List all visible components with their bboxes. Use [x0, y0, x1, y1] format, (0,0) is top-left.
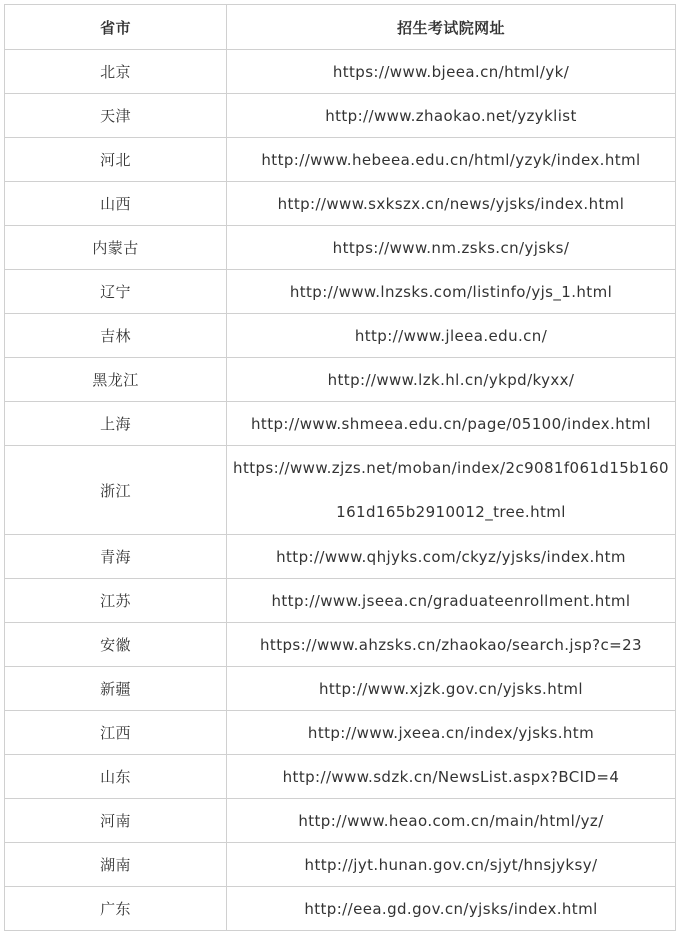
- province-cell: 北京: [5, 50, 227, 94]
- header-province: 省市: [5, 5, 227, 50]
- url-cell: [227, 711, 676, 755]
- exam-site-link[interactable]: https://www.ahzsks.cn/zhaokao/search.jsp?c=23: [260, 635, 642, 654]
- table-row: [5, 843, 676, 887]
- exam-site-link[interactable]: http://www.jxeea.cn/index/yjsks.htm: [307, 723, 595, 742]
- exam-site-link[interactable]: http://jyt.hunan.gov.cn/sjyt/hnsjyksy/: [304, 855, 598, 874]
- exam-site-link[interactable]: http://www.lzk.hl.cn/ykpd/kyxx/: [327, 370, 575, 389]
- table-row: [5, 358, 676, 402]
- province-cell: 内蒙古: [5, 226, 227, 270]
- url-cell: [227, 270, 676, 314]
- province-cell: 黑龙江: [5, 358, 227, 402]
- url-cell: [227, 799, 676, 843]
- province-cell: 江苏: [5, 579, 227, 623]
- table-row: [5, 623, 676, 667]
- table-row: [5, 579, 676, 623]
- exam-site-link[interactable]: http://www.sdzk.cn/NewsList.aspx?BCID=4: [282, 767, 620, 786]
- province-cell: 安徽: [5, 623, 227, 667]
- table-row: [5, 226, 676, 270]
- exam-site-link[interactable]: https://www.bjeea.cn/html/yk/: [332, 62, 570, 81]
- table-row: [5, 711, 676, 755]
- exam-site-link[interactable]: http://www.hebeea.edu.cn/html/yzyk/index.html: [261, 150, 641, 169]
- province-cell: 辽宁: [5, 270, 227, 314]
- table-row: [5, 667, 676, 711]
- url-cell: [227, 182, 676, 226]
- province-cell: 天津: [5, 94, 227, 138]
- exam-site-link[interactable]: http://www.heao.com.cn/main/html/yz/: [298, 811, 604, 830]
- table-row: [5, 799, 676, 843]
- table-row: [5, 887, 676, 931]
- exam-site-table: [4, 4, 676, 931]
- url-cell: [227, 579, 676, 623]
- exam-site-link[interactable]: http://eea.gd.gov.cn/yjsks/index.html: [304, 899, 598, 918]
- table-row: [5, 94, 676, 138]
- url-cell: [227, 843, 676, 887]
- province-cell: 上海: [5, 402, 227, 446]
- table-header-row: [5, 5, 676, 50]
- url-cell: [227, 50, 676, 94]
- header-url: 招生考试院网址: [227, 5, 676, 50]
- province-cell: 湖南: [5, 843, 227, 887]
- exam-site-link[interactable]: http://www.qhjyks.com/ckyz/yjsks/index.htm: [276, 547, 626, 566]
- province-cell: 青海: [5, 535, 227, 579]
- province-cell: 吉林: [5, 314, 227, 358]
- province-cell: 河南: [5, 799, 227, 843]
- url-cell: [227, 138, 676, 182]
- exam-site-link[interactable]: http://www.xjzk.gov.cn/yjsks.html: [318, 679, 583, 698]
- url-cell: [227, 887, 676, 931]
- table-row: [5, 755, 676, 799]
- url-cell: [227, 623, 676, 667]
- url-cell: [227, 226, 676, 270]
- exam-site-link[interactable]: http://www.sxkszx.cn/news/yjsks/index.html: [277, 194, 625, 213]
- table-row: [5, 402, 676, 446]
- url-cell: [227, 314, 676, 358]
- exam-site-link[interactable]: http://www.jseea.cn/graduateenrollment.html: [271, 591, 631, 610]
- table-row: [5, 50, 676, 94]
- table-row: [5, 314, 676, 358]
- url-cell: [227, 667, 676, 711]
- province-cell: 河北: [5, 138, 227, 182]
- exam-site-link[interactable]: http://www.lnzsks.com/listinfo/yjs_1.html: [289, 282, 613, 301]
- exam-site-link[interactable]: https://www.nm.zsks.cn/yjsks/: [332, 238, 570, 257]
- province-cell: 山东: [5, 755, 227, 799]
- url-cell: [227, 446, 676, 535]
- exam-site-link[interactable]: http://www.zhaokao.net/yzyklist: [325, 106, 577, 125]
- url-cell: [227, 94, 676, 138]
- table-row: [5, 535, 676, 579]
- province-cell: 广东: [5, 887, 227, 931]
- province-cell: 江西: [5, 711, 227, 755]
- url-cell: [227, 358, 676, 402]
- url-cell: [227, 402, 676, 446]
- url-cell: [227, 755, 676, 799]
- exam-site-link[interactable]: https://www.zjzs.net/moban/index/2c9081f061d15b160161d165b2910012_tree.html: [233, 459, 669, 521]
- table-row: [5, 446, 676, 535]
- exam-site-link[interactable]: http://www.shmeea.edu.cn/page/05100/index.html: [251, 414, 651, 433]
- table-row: [5, 182, 676, 226]
- exam-site-table-container: [4, 4, 675, 931]
- province-cell: 山西: [5, 182, 227, 226]
- province-cell: 新疆: [5, 667, 227, 711]
- url-cell: [227, 535, 676, 579]
- exam-site-link[interactable]: http://www.jleea.edu.cn/: [354, 326, 548, 345]
- province-cell: 浙江: [5, 446, 227, 535]
- table-row: [5, 270, 676, 314]
- table-row: [5, 138, 676, 182]
